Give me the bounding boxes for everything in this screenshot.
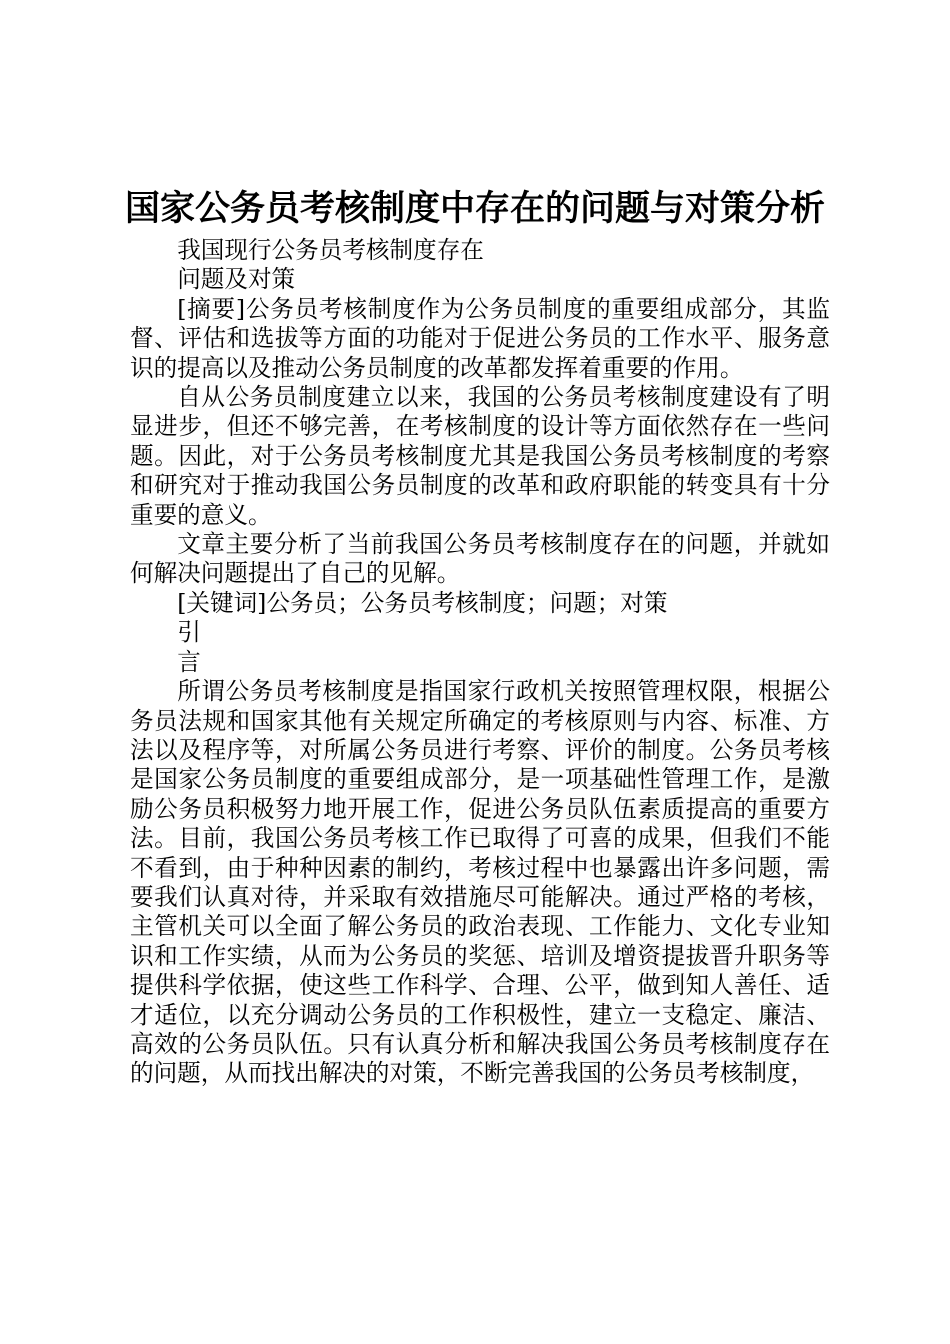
document-body <box>130 236 830 1089</box>
section-heading-part-2: 言 <box>177 647 201 676</box>
section-heading-part-1: 引 <box>177 618 201 647</box>
body-paragraph: 所谓公务员考核制度是指国家行政机关按照管理权限，根据公务员法规和国家其他有关规定所确定的考核原则与内容、标准、方法以及程序等，对所属公务员进行考察、评价的制度。公务员考核是国家公务员制度的重要组成部分，是一项基础性管理工作，是激励公务员积极努力地开展工作，促进公务员队伍素质提高的重要方法。目前，我国公务员考核工作已取得了可喜的成果，但我们不能不看到，由于种种因素的制约，考核过程中也暴露出许多问题，需要我们认真对待，并采取有效措施尽可能解决。通过严格的考核，主管机关可以全面了解公务员的政治表现、工作能力、文化专业知识和工作实绩，从而为公务员的奖惩、培训及增资提拔晋升职务等提供科学依据，使这些工作科学、合理、公平，做到知人善任、适才适位，以充分调动公务员的工作积极性，建立一支稳定、廉洁、高效的公务员队伍。只有认真分析和解决我国公务员考核制度存在的问题，从而找出解决的对策，不断完善我国的公务员考核制度， <box>130 677 830 1088</box>
body-paragraph: 自从公务员制度建立以来，我国的公务员考核制度建设有了明显进步，但还不够完善，在考核制度的设计等方面依然存在一些问题。因此，对于公务员考核制度尤其是我国公务员考核制度的考察和研究对于推动我国公务员制度的改革和政府职能的转变具有十分重要的意义。 <box>130 383 830 529</box>
body-paragraph: 文章主要分析了当前我国公务员考核制度存在的问题，并就如何解决问题提出了自己的见解。 <box>130 530 830 588</box>
abstract-paragraph: [摘要]公务员考核制度作为公务员制度的重要组成部分，其监督、评估和选拔等方面的功能对于促进公务员的工作水平、服务意识的提高以及推动公务员制度的改革都发挥着重要的作用。 <box>130 294 830 382</box>
keywords-paragraph: [关键词]公务员；公务员考核制度；问题；对策 <box>177 588 668 617</box>
subtitle-line-2: 问题及对策 <box>177 265 296 294</box>
document-title: 国家公务员考核制度中存在的问题与对策分析 <box>124 189 825 229</box>
subtitle-line-1: 我国现行公务员考核制度存在 <box>177 236 484 264</box>
